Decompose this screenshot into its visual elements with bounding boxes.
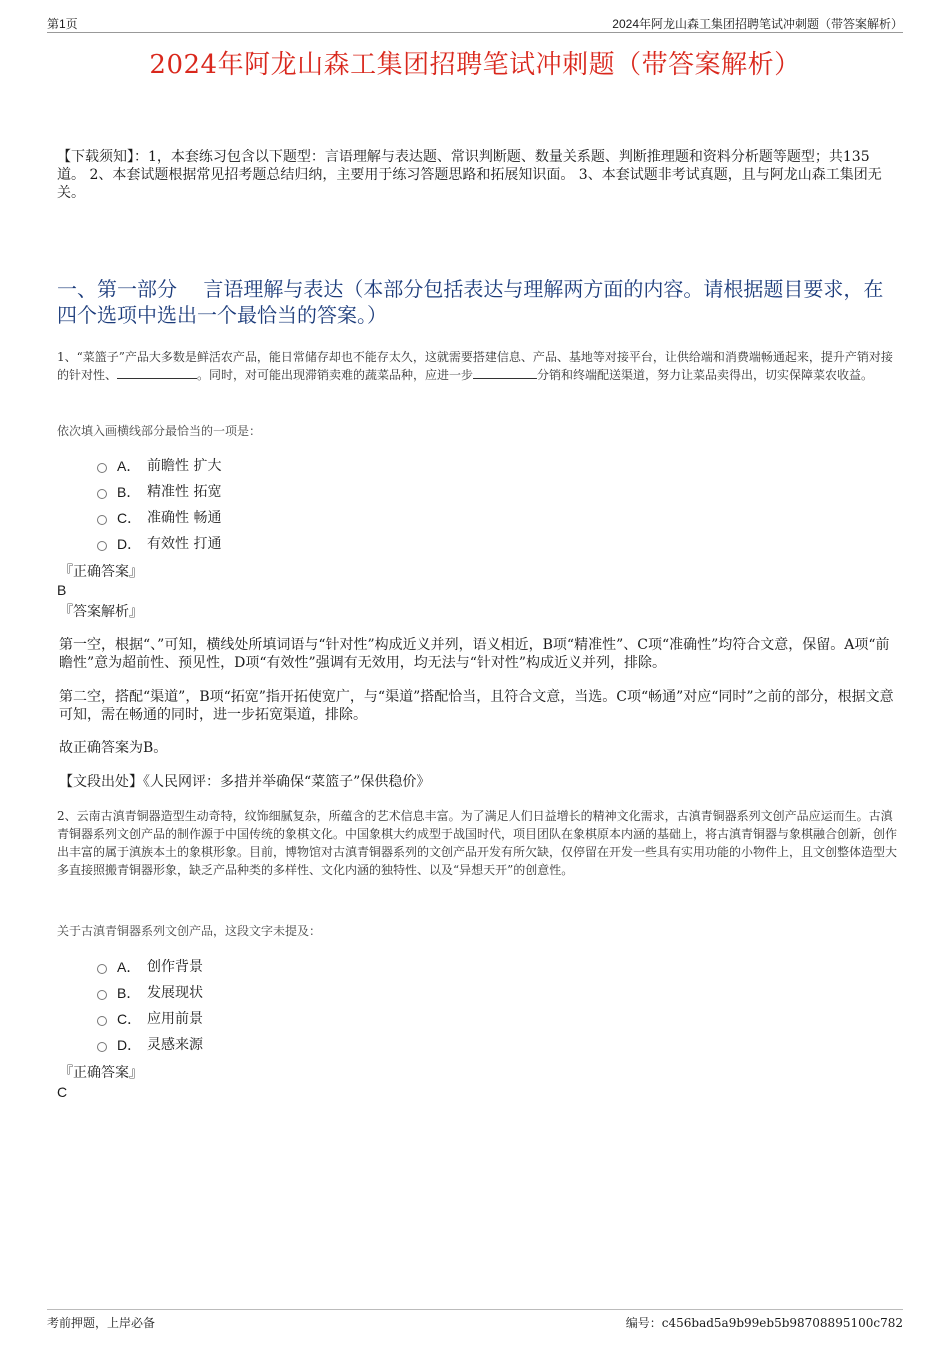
answer-blank-1 (117, 366, 197, 379)
question-1-text-part1: 1、“菜篮子”产品大多数是鲜活农产品，能日常储存却也不能存太久，这就需要搭建信息、产品、基地等对接平台，让供给端和消费端畅通起来，提升产销对接的针对性、 (57, 350, 893, 382)
radio-icon[interactable] (97, 1042, 107, 1052)
option-letter: A． (117, 458, 141, 474)
question-1-source: 【文段出处】《人民网评：多措并举确保“菜篮子”保供稳价》 (59, 774, 431, 790)
radio-icon[interactable] (97, 964, 107, 974)
radio-icon[interactable] (97, 515, 107, 525)
question-1-prompt: 依次填入画横线部分最恰当的一项是： (57, 424, 262, 438)
analysis-paragraph: 故正确答案为B。 (59, 740, 168, 756)
question-2-option-c[interactable] (97, 1009, 203, 1029)
question-2-answer: C (57, 1084, 68, 1100)
option-letter: D． (117, 1037, 142, 1053)
question-1-text-part3: 分销和终端配送渠道，努力让菜品卖得出，切实保障菜农收益。 (537, 368, 874, 382)
radio-icon[interactable] (97, 541, 107, 551)
option-letter: C． (117, 1011, 142, 1027)
answer-blank-2 (473, 366, 537, 379)
question-1-option-a[interactable] (97, 456, 221, 476)
question-2-text: 2、云南古滇青铜器造型生动奇特，纹饰细腻复杂，所蕴含的艺术信息丰富。为了满足人们日益增长的精神文化需求，古滇青铜器系列文创产品应运而生。古滇青铜器系列文创产品的制作源于中国传统的象棋文化。中国象棋大约成型于战国时代，项目团队在象棋原本内涵的基础上，将古滇青铜器与象棋融合创新，创作出丰富的属于滇族本土的象棋形象。目前，博物馆对古滇青铜器系列的文创产品开发有所欠缺，仅停留在开发一些具有实用功能的小物件上，且文创整体造型大多直接照搬青铜器形象，缺乏产品种类的多样性、文化内涵的独特性、以及“异想天开”的创意性。 (57, 809, 898, 877)
option-letter: C． (117, 510, 142, 526)
footer-code: 编号：c456bad5a9b99eb5b98708895100c782 (625, 1316, 903, 1330)
option-text: 应用前景 (147, 1011, 203, 1027)
radio-icon[interactable] (97, 1016, 107, 1026)
question-1-option-d[interactable] (97, 534, 221, 554)
option-letter: B． (117, 985, 141, 1001)
option-text: 有效性 打通 (147, 536, 222, 552)
page-header (47, 12, 903, 33)
footer-slogan: 考前押题，上岸必备 (47, 1316, 156, 1330)
download-notice: 【下载须知】：1，本套练习包含以下题型：言语理解与表达题、常识判断题、数量关系题、判断推理题和资料分析题等题型；共135道。 2、本套试题根据常见招考题总结归纳，主要用于练习答题思路和拓展知识面。 3、本套试题非考试真题，且与阿龙山森工集团无关。 (57, 149, 882, 201)
question-2-option-a[interactable] (97, 957, 203, 977)
document-title: 2024年阿龙山森工集团招聘笔试冲刺题（带答案解析） (149, 50, 801, 80)
question-2-prompt: 关于古滇青铜器系列文创产品，这段文字未提及： (57, 924, 322, 938)
question-1-option-b[interactable] (97, 482, 221, 502)
question-1-answer: B (57, 582, 67, 598)
option-text: 精准性 拓宽 (147, 484, 222, 500)
option-letter: B． (117, 484, 141, 500)
question-1-answer-label: 『正确答案』 (59, 564, 143, 580)
radio-icon[interactable] (97, 463, 107, 473)
radio-icon[interactable] (97, 990, 107, 1000)
option-letter: A． (117, 959, 141, 975)
question-1-text-part2: 。同时，对可能出现滞销卖难的蔬菜品种，应进一步 (197, 368, 474, 382)
option-letter: D． (117, 536, 142, 552)
page-footer (47, 1309, 903, 1332)
analysis-paragraph: 第一空，根据“、”可知，横线处所填词语与“针对性”构成近义并列，语义相近，B项“精准性”、C项“准确性”均符合文意，保留。A项“前瞻性”意为超前性、预见性，D项“有效性”强调有无效用，均无法与“针对性”构成近义并列，排除。 (59, 637, 890, 671)
option-text: 灵感来源 (147, 1037, 203, 1053)
option-text: 发展现状 (147, 985, 203, 1001)
question-2-answer-label: 『正确答案』 (59, 1065, 143, 1081)
option-text: 准确性 畅通 (147, 510, 222, 526)
question-2-option-d[interactable] (97, 1035, 203, 1055)
question-1-option-c[interactable] (97, 508, 221, 528)
section-heading: 一、第一部分 言语理解与表达（本部分包括表达与理解两方面的内容。请根据题目要求，在四个选项中选出一个最恰当的答案。） (57, 277, 884, 327)
analysis-paragraph: 第二空，搭配“渠道”，B项“拓宽”指开拓使宽广，与“渠道”搭配恰当，且符合文意，当选。C项“畅通”对应“同时”之前的部分，根据文意可知，需在畅通的同时，进一步拓宽渠道，排除。 (59, 689, 894, 723)
header-doc-title: 2024年阿龙山森工集团招聘笔试冲刺题（带答案解析） (612, 17, 903, 31)
page-number: 第1页 (47, 17, 78, 31)
option-text: 前瞻性 扩大 (147, 458, 222, 474)
question-1-analysis-label: 『答案解析』 (59, 604, 143, 620)
radio-icon[interactable] (97, 489, 107, 499)
option-text: 创作背景 (147, 959, 203, 975)
question-1-text (57, 348, 897, 384)
question-2-option-b[interactable] (97, 983, 203, 1003)
